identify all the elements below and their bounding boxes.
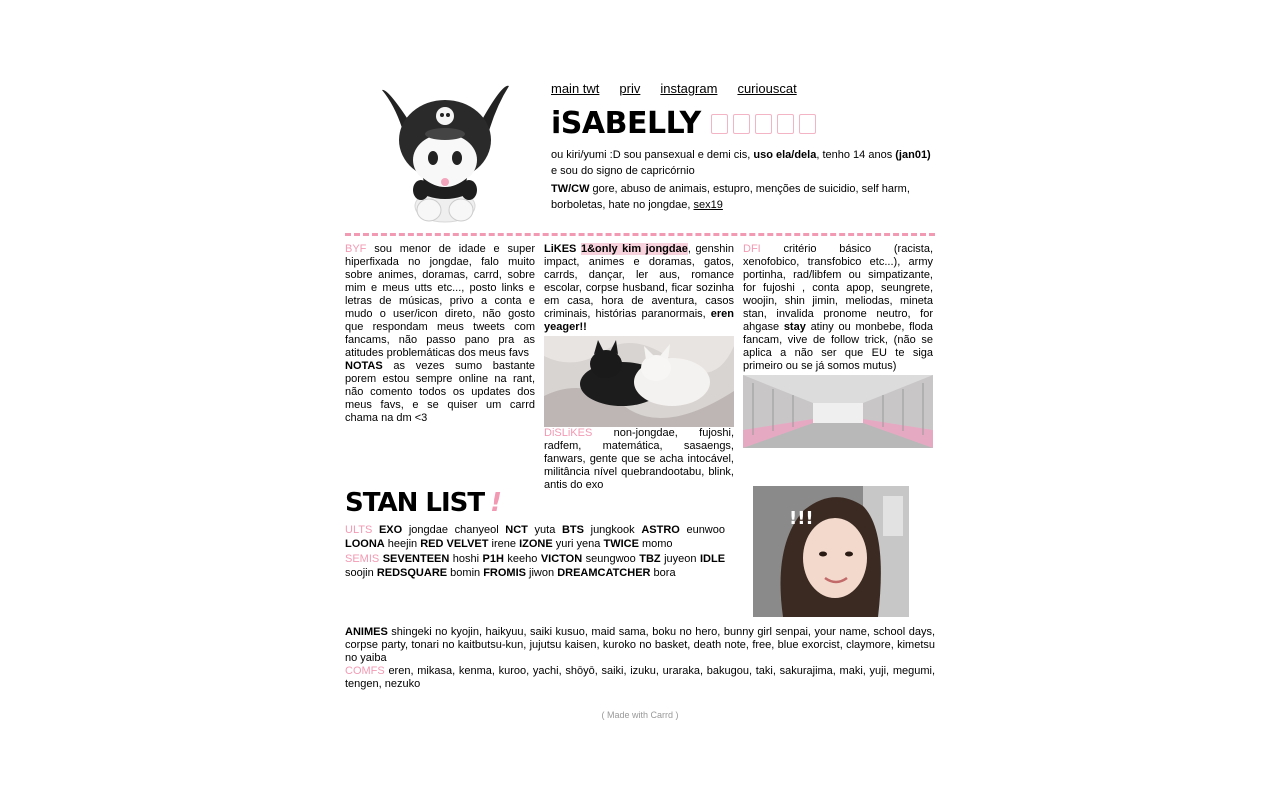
stan-group: IDLE <box>699 553 726 565</box>
stan-group: VICTON <box>540 553 583 565</box>
page-title: iSABELLY <box>551 106 701 141</box>
tw-cw <box>551 181 935 213</box>
stan-group: P1H <box>482 553 504 565</box>
bio-text: , tenho 14 anos <box>816 149 896 161</box>
title-row <box>551 104 935 144</box>
nav-link-priv[interactable]: priv <box>619 81 641 96</box>
stan-group: FROMIS <box>483 566 526 579</box>
dfi-label: DFI <box>743 243 761 255</box>
box-glyph <box>777 114 794 134</box>
stan-members: juyeon <box>664 553 697 565</box>
dfi-column <box>743 243 933 448</box>
stan-group: RED VELVET <box>420 537 489 550</box>
stan-members: momo <box>641 537 673 550</box>
stan-members: heejin <box>387 537 418 550</box>
comfs-label: COMFS <box>345 665 385 677</box>
likes-highlight: 1&only kim jongdae <box>580 243 688 255</box>
stan-group: EXO <box>378 524 403 536</box>
stan-members: yuri yena <box>555 537 601 550</box>
bio-text: ou kiri/yumi :D sou pansexual e demi cis, <box>551 149 754 161</box>
bio-pronouns: uso ela/dela <box>753 149 817 161</box>
dashed-divider <box>345 233 935 236</box>
profile-info <box>551 78 935 213</box>
nav-link-curiouscat[interactable]: curiouscat <box>737 81 797 96</box>
byf-column <box>345 243 535 425</box>
stan-group: SEVENTEEN <box>382 553 450 565</box>
stan-group: TBZ <box>639 553 661 565</box>
semis-block <box>345 553 725 580</box>
stan-group: BTS <box>561 524 584 536</box>
box-glyph <box>711 114 728 134</box>
stan-members: jungkook <box>590 524 635 536</box>
animes-label: ANIMES <box>345 626 388 638</box>
stan-group: DREAMCATCHER <box>557 566 651 579</box>
stan-members: seungwoo <box>585 553 636 565</box>
stan-group: ASTRO <box>641 524 680 536</box>
stan-members: hoshi <box>452 553 480 565</box>
kuromi-plush-image <box>377 78 513 224</box>
animes-text: shingeki no kyojin, haikyuu, saiki kusuo, maid sama, boku no hero, bunny girl senpai, your name, school days, corpse party, tonari no kaitbutsu-kun, jujutsu kaisen, kuroko no basket, death note, free, blue exorcist, claymore, kimetsu no yaiba <box>345 626 935 664</box>
notas-text: as vezes sumo bastante porem estou sempre online na rant, não comento todos os updates dos meus favs, e se quiser um carrd chama na dm <3 <box>345 360 535 424</box>
stan-title-text: STAN LIST <box>345 488 485 518</box>
decorative-boxes <box>711 114 816 134</box>
stan-members: yuta <box>534 524 556 536</box>
dislikes-text: non-jongdae, fujoshi, radfem, matemática, sasaengs, fanwars, gente que se acha intocável, militância nível quebrandootabu, blink, antis do exo <box>544 427 734 491</box>
cats-image <box>544 336 734 427</box>
animes-comfs <box>345 626 935 691</box>
stan-group: REDSQUARE <box>376 566 448 579</box>
dfi-stay: stay <box>783 321 806 333</box>
bio <box>551 147 935 179</box>
likes-text: , genshin impact, animes e doramas, gatos, carrds, dançar, ler aus, romance escolar, corpse husband, ficar sozinha em casa, hora de aventura, casos criminais, histórias paranormais, <box>544 243 734 320</box>
byf-text: sou menor de idade e super hiperfixada no jongdae, falo muito sobre animes, doramas, carrd, sobre mim e meus utts etc..., posto links e letras de músicas, privo a conta e mudo o user/icon direto, não gosto que respondam meus tweets com fancams, não passo pano pra as atitudes problemáticas dos meus favs <box>345 243 535 359</box>
stan-list-title <box>345 486 725 520</box>
photo-caption: !!! <box>789 508 814 529</box>
stan-members: bomin <box>450 566 481 579</box>
dfi-text: critério básico (racista, xenofobico, transfobico etc...), army portinha, rad/libfem ou simpatizante, for fujoshi , conta apop, seungrete, woojin, shin jimin, meliodas, mineta stan, invalida pronome neutro, for ahgase <box>743 243 933 333</box>
stan-group: LOONA <box>345 537 385 550</box>
made-with-carrd[interactable]: ( Made with Carrd ) <box>601 710 679 720</box>
dfi-text: atiny ou monbebe, floda fancam, vive de follow trick, (não se aplica a não ser que EU te siga primeiro ou se já somos mutus) <box>743 321 933 372</box>
stan-group: IZONE <box>519 537 553 550</box>
nav-link-main-twt[interactable]: main twt <box>551 81 600 96</box>
stan-members: irene <box>491 537 517 550</box>
stan-members: jongdae chanyeol <box>408 524 499 536</box>
stan-list <box>345 486 725 582</box>
stan-members: keeho <box>507 553 538 565</box>
stan-group: TWICE <box>603 537 639 550</box>
notas-label: NOTAS <box>345 360 383 372</box>
tw-link[interactable]: sex19 <box>693 199 723 211</box>
dislikes-label: DiSLiKES <box>544 427 593 439</box>
box-glyph <box>755 114 772 134</box>
stan-tier-label: SEMIS <box>345 553 380 565</box>
stan-members: eunwoo <box>686 524 725 536</box>
stan-members: soojin <box>345 566 374 579</box>
nav-links <box>551 78 935 100</box>
box-glyph <box>733 114 750 134</box>
stan-title-mark: ! <box>490 488 501 518</box>
ults-block <box>345 524 725 551</box>
tw-text: gore, abuso de animais, estupro, menções de suicidio, self harm, borboletas, hate no jongdae, <box>551 183 910 211</box>
train-interior-image <box>743 375 933 448</box>
box-glyph <box>799 114 816 134</box>
carrd-page <box>345 78 935 720</box>
stan-text <box>345 524 725 580</box>
tw-label: TW/CW <box>551 183 590 195</box>
profile-header <box>345 78 935 228</box>
nav-link-instagram[interactable]: instagram <box>660 81 718 96</box>
stan-group: NCT <box>505 524 528 536</box>
bio-text: e sou do signo de capricórnio <box>551 165 695 177</box>
likes-bold-end: eren yeager!! <box>544 308 734 333</box>
likes-label: LiKES <box>544 243 577 255</box>
stan-members: jiwon <box>529 566 555 579</box>
likes-column <box>544 243 734 492</box>
bio-birth: (jan01) <box>895 149 931 161</box>
stan-tier-label: ULTS <box>345 524 373 536</box>
comfs-text: eren, mikasa, kenma, kuroo, yachi, shōyō, saiki, izuku, uraraka, bakugou, taki, sakurajima, maki, yuji, megumi, tengen, nezuko <box>345 665 935 690</box>
byf-label: BYF <box>345 243 367 255</box>
stan-members: bora <box>653 566 676 579</box>
idol-photo <box>753 486 909 617</box>
